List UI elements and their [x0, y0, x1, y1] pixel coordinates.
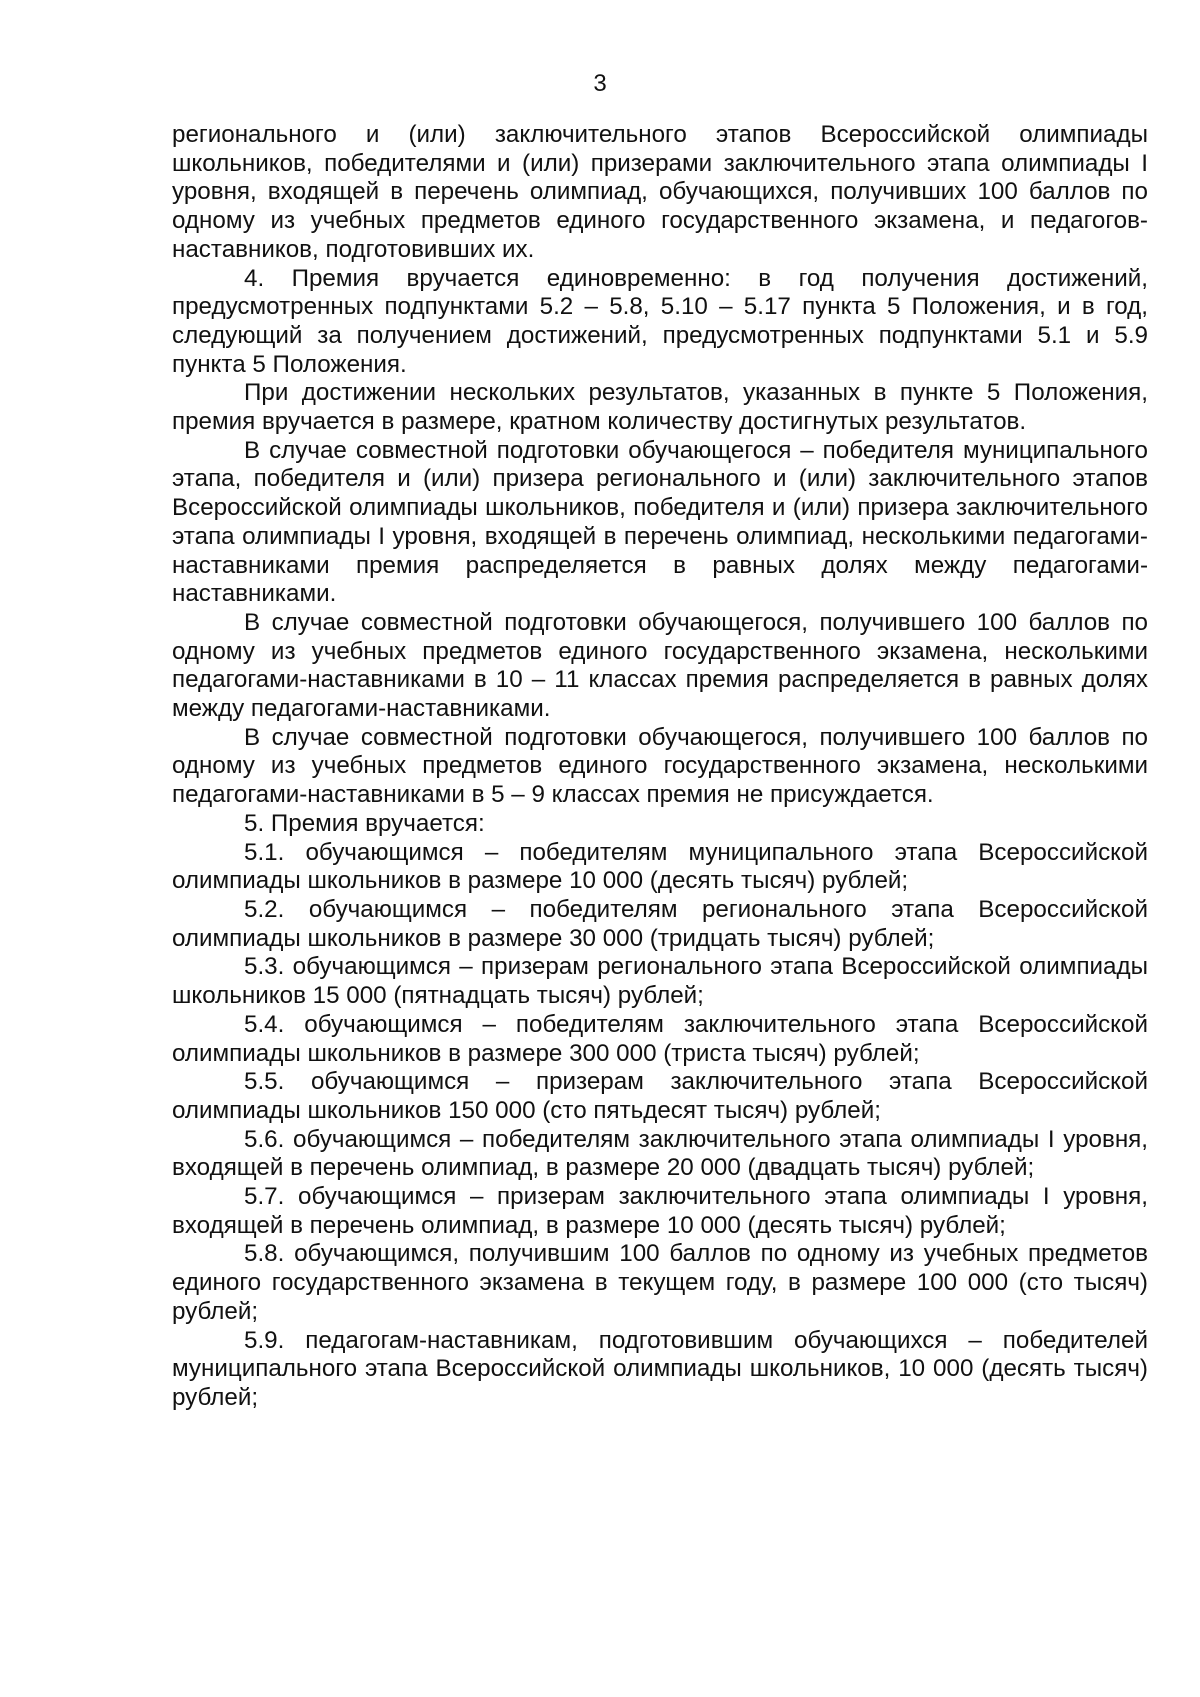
document-body	[172, 121, 1148, 1413]
paragraph-joint-preparation-olympiad: В случае совместной подготовки обучающегося – победителя муниципального этапа, победителя и (или) призера регионального и (или) заключительного этапов Всероссийской олимпиады школьников, победителя и (или) призера заключительного этапа олимпиады I уровня, входящей в перечень олимпиад, несколькими педагогами-наставниками премия распределяется в равных долях между педагогами-наставниками.	[172, 436, 1148, 608]
paragraph-item-5-1: 5.1. обучающимся – победителям муниципального этапа Всероссийской олимпиады школьников в размере 10 000 (десять тысяч) рублей;	[172, 838, 1148, 895]
paragraph-continued: регионального и (или) заключительного этапов Всероссийской олимпиады школьников, победителями и (или) призерами заключительного этапа олимпиады I уровня, входящей в перечень олимпиад, обучающихся, получивших 100 баллов по одному из учебных предметов единого государственного экзамена, и педагогов-наставников, подготовивших их.	[172, 121, 1148, 263]
paragraph-item-5-4: 5.4. обучающимся – победителям заключительного этапа Всероссийской олимпиады школьников в размере 300 000 (триста тысяч) рублей;	[172, 1010, 1148, 1067]
paragraph-joint-preparation-10-11: В случае совместной подготовки обучающегося, получившего 100 баллов по одному из учебных предметов единого государственного экзамена, несколькими педагогами-наставниками в 10 – 11 классах премия распределяется в равных долях между педагогами-наставниками.	[172, 608, 1148, 723]
paragraph-item-5-8: 5.8. обучающимся, получившим 100 баллов по одному из учебных предметов единого государственного экзамена в текущем году, в размере 100 000 (сто тысяч) рублей;	[172, 1240, 1148, 1325]
paragraph-multiple-results: При достижении нескольких результатов, указанных в пункте 5 Положения, премия вручается в размере, кратном количеству достигнутых результатов.	[172, 379, 1148, 436]
paragraph-item-5-5: 5.5. обучающимся – призерам заключительного этапа Всероссийской олимпиады школьников 150 000 (сто пятьдесят тысяч) рублей;	[172, 1068, 1148, 1124]
paragraph-joint-preparation-5-9: В случае совместной подготовки обучающегося, получившего 100 баллов по одному из учебных предметов единого государственного экзамена, несколькими педагогами-наставниками в 5 – 9 классах премия не присуждается.	[172, 723, 1148, 809]
paragraph-item-5-6: 5.6. обучающимся – победителям заключительного этапа олимпиады I уровня, входящей в перечень олимпиад, в размере 20 000 (двадцать тысяч) рублей;	[172, 1125, 1148, 1182]
paragraph-item-5-2: 5.2. обучающимся – победителям регионального этапа Всероссийской олимпиады школьников в размере 30 000 (тридцать тысяч) рублей;	[172, 895, 1148, 952]
paragraph-item-5: 5. Премия вручается:	[244, 809, 485, 837]
paragraph-item-5-9: 5.9. педагогам-наставникам, подготовившим обучающихся – победителей муниципального этапа Всероссийской олимпиады школьников, 10 000 (десять тысяч) рублей;	[172, 1326, 1148, 1411]
paragraph-item-5-3: 5.3. обучающимся – призерам регионального этапа Всероссийской олимпиады школьников 15 000 (пятнадцать тысяч) рублей;	[172, 953, 1148, 1010]
page-number: 3	[593, 70, 607, 97]
paragraph-item-5-7: 5.7. обучающимся – призерам заключительного этапа олимпиады I уровня, входящей в перечень олимпиад, в размере 10 000 (десять тысяч) рублей;	[172, 1183, 1148, 1239]
paragraph-item-4: 4. Премия вручается единовременно: в год получения достижений, предусмотренных подпунктами 5.2 – 5.8, 5.10 – 5.17 пункта 5 Положения, и в год, следующий за получением достижений, предусмотренных подпунктами 5.1 и 5.9 пункта 5 Положения.	[172, 264, 1148, 378]
